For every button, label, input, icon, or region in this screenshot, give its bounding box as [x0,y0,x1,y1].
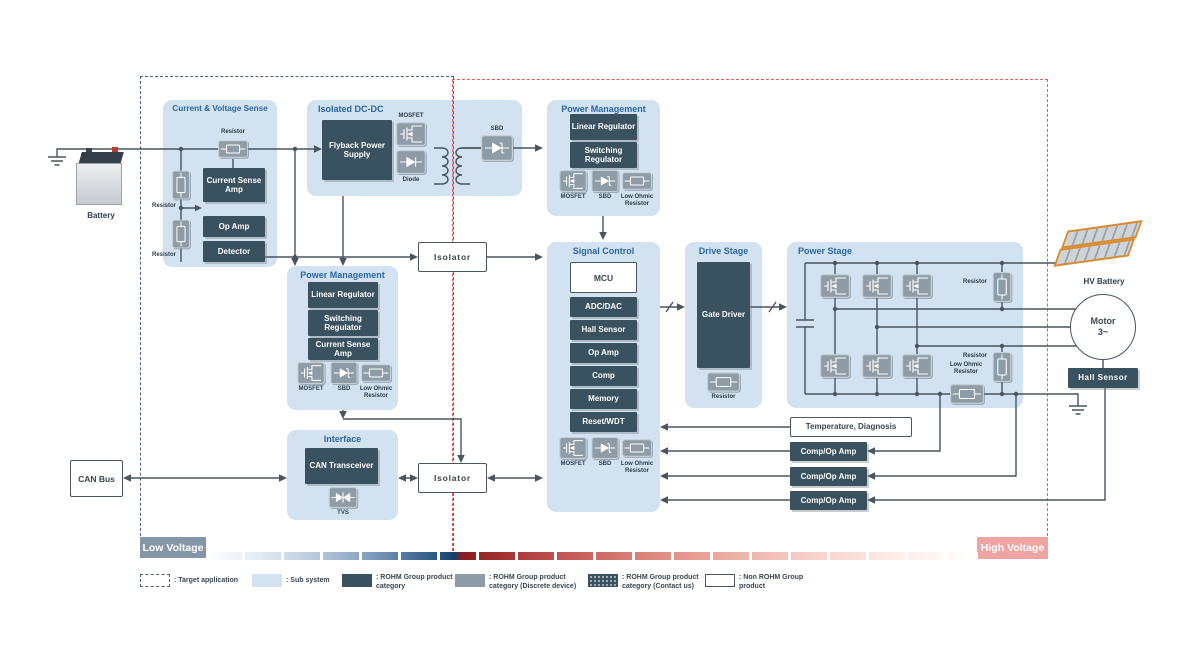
resistor-label: Resistor [220,129,245,135]
resistor-icon [991,352,1013,382]
resistor-label: Resistor [962,279,987,285]
sbd-label: SBD [598,194,612,200]
current-sense-amp-box: Current Sense Amp [308,338,378,360]
mosfet-label: MOSFET [560,194,586,200]
mosfet-label: MOSFET [560,461,586,467]
resistor-icon [707,372,740,392]
block-title: Current & Voltage Sense [172,104,268,113]
mosfet-icon [396,122,426,146]
tvs-label: TVS [337,510,349,516]
block-title: Isolated DC-DC [318,104,384,114]
sbd-icon [329,362,359,384]
mosfet-icon [902,272,932,300]
switching-regulator-box: Switching Regulator [570,142,637,168]
low-ohmic-resistor-label: Low Ohmic Resistor [949,362,983,375]
motor-phase-label: 3~ [1097,327,1109,337]
detector-box: Detector [203,241,265,262]
resistor-label: Resistor [962,353,987,359]
mosfet-icon [558,437,588,459]
low-voltage-badge: Low Voltage [140,537,206,558]
voltage-gradient-bar [206,552,978,560]
op-amp-box: Op Amp [203,216,265,237]
legend-label: : Sub system [286,577,330,584]
resistor-icon [218,139,248,159]
hv-battery-label: HV Battery [1083,277,1125,286]
isolator-box-bottom: Isolator [418,463,487,493]
mosfet-label: MOSFET [398,113,424,119]
sbd-icon [590,437,620,459]
comp-row-box: Comp [570,366,637,386]
block-title: Interface [323,434,362,444]
resistor-label: Resistor [152,252,177,258]
hall-sensor-box: Hall Sensor [1068,368,1138,388]
sbd-label: SBD [337,386,351,392]
temperature-diagnosis-box: Temperature, Diagnosis [790,417,912,437]
resistor-icon [991,272,1013,302]
op-amp-row-box: Op Amp [570,343,637,363]
sbd-label: SBD [490,126,504,132]
battery-body [76,163,122,205]
flyback-power-supply-box: Flyback Power Supply [322,120,392,180]
can-transceiver-box: CAN Transceiver [305,448,378,484]
legend-label: : Target application [174,577,239,584]
motor-label: Motor [1090,316,1116,326]
battery-illustration [76,146,126,208]
block-title: Power Management [561,104,646,114]
sbd-icon [590,170,620,192]
mosfet-label: MOSFET [298,386,324,392]
current-sense-amp-box: Current Sense Amp [203,168,265,202]
mosfet-icon [862,272,892,300]
switching-regulator-box: Switching Regulator [308,310,378,336]
low-ohmic-resistor-icon [622,170,652,192]
mosfet-icon [902,352,932,380]
diode-icon [396,150,426,174]
mosfet-icon [296,362,326,384]
block-title: Power Management [300,270,385,280]
resistor-icon [172,218,190,250]
linear-regulator-box: Linear Regulator [570,114,637,140]
legend-label: : ROHM Group product category [376,574,453,590]
resistor-label: Resistor [711,394,736,400]
comp-op-amp-box: Comp/Op Amp [790,491,867,510]
memory-row-box: Memory [570,389,637,409]
mcu-box: MCU [570,262,637,293]
comp-op-amp-box: Comp/Op Amp [790,467,867,486]
low-ohmic-resistor-icon [950,384,984,404]
diode-label: Diode [402,177,420,183]
gate-driver-box: Gate Driver [697,262,750,368]
mosfet-icon [820,272,850,300]
block-title: Signal Control [572,246,635,256]
low-ohmic-resistor-label: Low Ohmic Resistor [620,194,654,207]
high-voltage-badge: High Voltage [977,537,1048,559]
hall-sensor-row-box: Hall Sensor [570,320,637,340]
low-ohmic-resistor-icon [622,437,652,459]
resistor-label: Resistor [152,203,177,209]
comp-op-amp-box: Comp/Op Amp [790,442,867,461]
adc-dac-box: ADC/DAC [570,297,637,317]
legend-label: : Non ROHM Group product [739,574,804,590]
legend-label: : ROHM Group product category (Discrete device) [489,574,577,590]
low-ohmic-resistor-label: Low Ohmic Resistor [359,386,393,399]
block-title: Drive Stage [698,246,749,256]
resistor-icon [172,169,190,201]
legend-label: : ROHM Group product category (Contact us) [622,574,699,590]
block-title: Power Stage [798,246,853,256]
sbd-label: SBD [598,461,612,467]
mosfet-icon [862,352,892,380]
tvs-icon [328,487,358,508]
reset-wdt-row-box: Reset/WDT [570,412,637,432]
can-bus-box: CAN Bus [70,460,123,497]
isolator-box-top: Isolator [418,242,487,272]
battery-label: Battery [87,211,115,220]
low-ohmic-resistor-icon [361,362,391,384]
motor-circle [1070,294,1136,360]
mosfet-icon [820,352,850,380]
low-ohmic-resistor-label: Low Ohmic Resistor [620,461,654,474]
linear-regulator-box: Linear Regulator [308,282,378,308]
mosfet-icon [558,170,588,192]
sbd-icon [481,135,513,161]
